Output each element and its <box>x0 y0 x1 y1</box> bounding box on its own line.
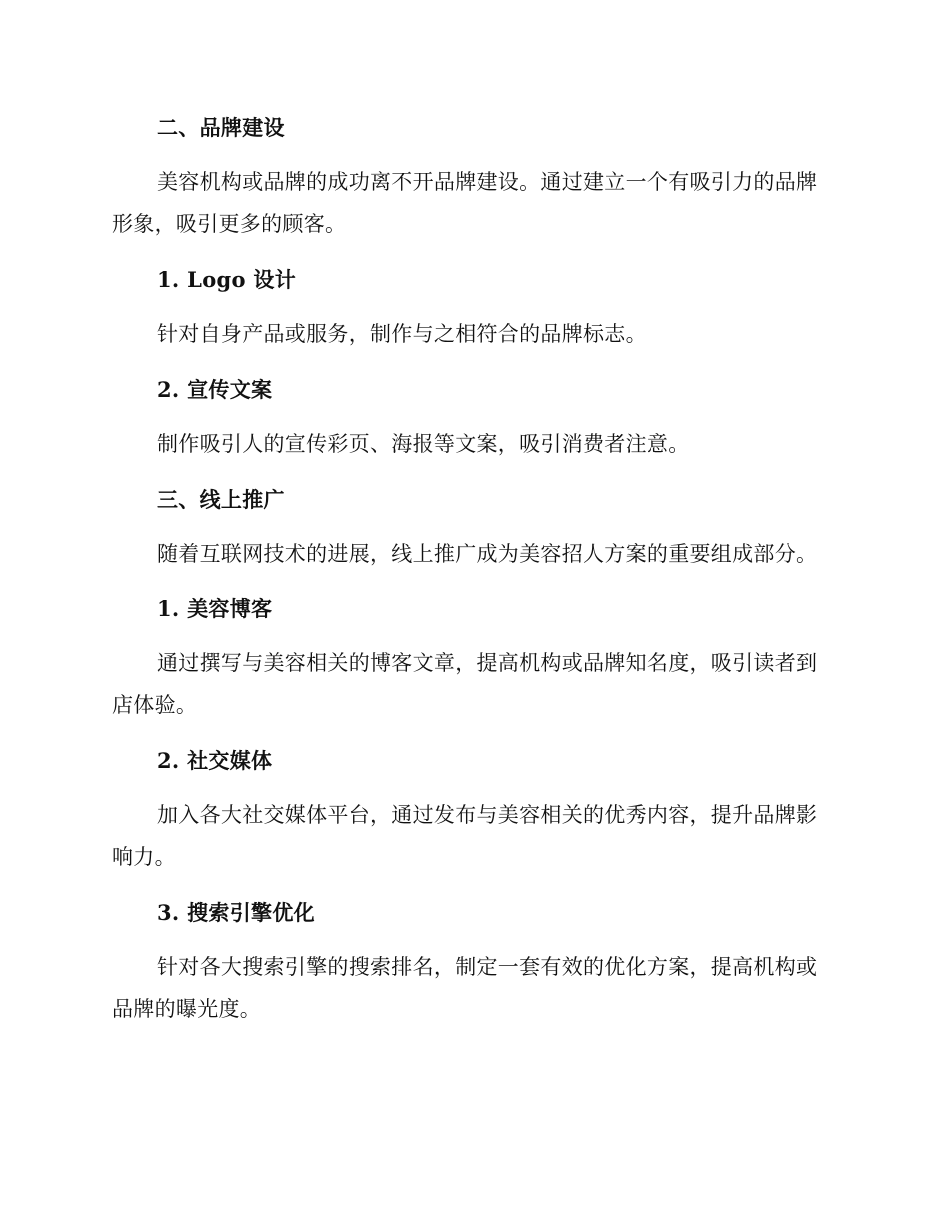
paragraph-line: 制作吸引人的宣传彩页、海报等文案，吸引消费者注意。 <box>157 432 690 456</box>
subheading-logo-design: 1. Logo 设计 <box>157 267 297 292</box>
paragraph-line: 响力。 <box>112 845 176 869</box>
section-heading-brand-building: 二、品牌建设 <box>157 115 285 140</box>
paragraph-line: 品牌的曝光度。 <box>112 997 262 1021</box>
paragraph-line: 美容机构或品牌的成功离不开品牌建设。通过建立一个有吸引力的品牌 <box>157 170 818 194</box>
paragraph-line: 形象，吸引更多的顾客。 <box>112 212 347 236</box>
paragraph-line: 针对自身产品或服务，制作与之相符合的品牌标志。 <box>157 322 647 346</box>
subheading-promo-copy: 2. 宣传文案 <box>157 377 273 402</box>
section-heading-online-promotion: 三、线上推广 <box>157 487 285 512</box>
paragraph-line: 随着互联网技术的进展，线上推广成为美容招人方案的重要组成部分。 <box>157 542 818 566</box>
paragraph-line: 通过撰写与美容相关的博客文章，提高机构或品牌知名度，吸引读者到 <box>157 651 818 675</box>
subheading-social-media: 2. 社交媒体 <box>157 748 273 773</box>
paragraph-line: 针对各大搜索引擎的搜索排名，制定一套有效的优化方案，提高机构或 <box>157 955 818 979</box>
paragraph-line: 店体验。 <box>112 693 198 717</box>
subheading-beauty-blog: 1. 美容博客 <box>157 596 273 621</box>
paragraph-line: 加入各大社交媒体平台，通过发布与美容相关的优秀内容，提升品牌影 <box>157 803 818 827</box>
subheading-seo: 3. 搜索引擎优化 <box>157 900 315 925</box>
